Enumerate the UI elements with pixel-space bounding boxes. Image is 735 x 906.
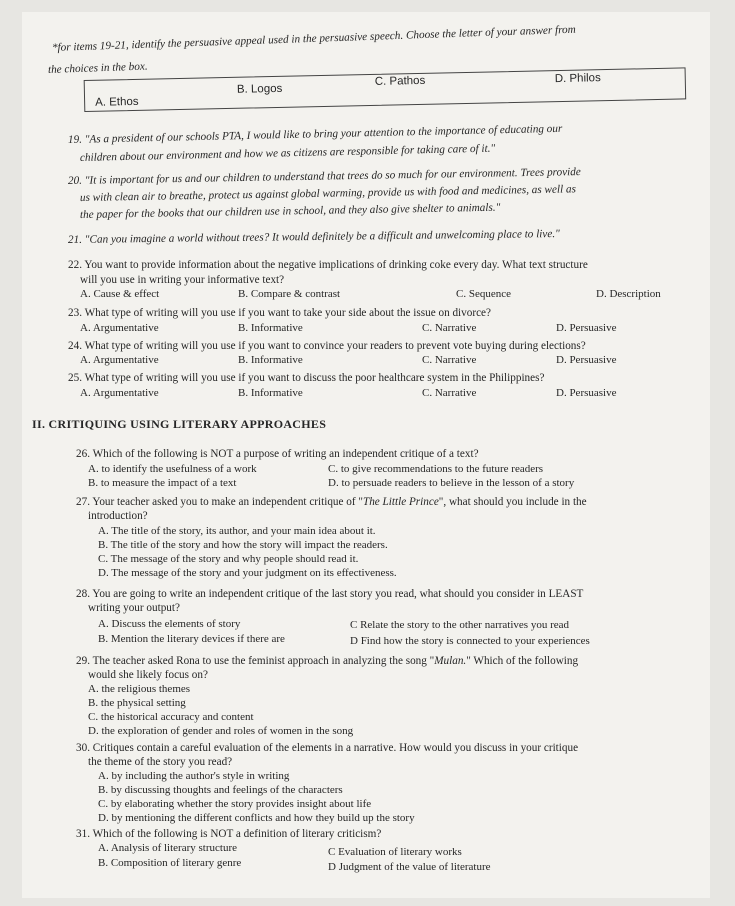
- q20-line-2: us with clean air to breathe, protect us against global warming, provide us with food and medicines, as well as: [79, 183, 576, 204]
- q23-option-c: C. Narrative: [422, 322, 477, 334]
- instructions-line-2: the choices in the box.: [47, 60, 148, 76]
- choice-philos: D. Philos: [554, 72, 601, 86]
- q23-option-a: A. Argumentative: [80, 322, 159, 334]
- q20-line-3: the paper for the books that our children use in school, and they also give shelter to animals.": [79, 201, 501, 221]
- q30-line-2: the theme of the story you read?: [88, 756, 233, 768]
- q22-line-2: will you use in writing your informative text?: [80, 274, 285, 286]
- q28-option-b: B. Mention the literary devices if there are: [98, 633, 285, 645]
- q23-option-b: B. Informative: [238, 322, 303, 334]
- q26-option-d: D. to persuade readers to believe in the lesson of a story: [328, 477, 575, 489]
- worksheet-page: [22, 12, 710, 898]
- choice-logos: B. Logos: [236, 82, 283, 96]
- q27-line-1-post: ", what should you include in the: [438, 496, 587, 508]
- q19-line-1: 19. "As a president of our schools PTA, I would like to bring your attention to the importance of educating our: [67, 122, 563, 146]
- q23-line-1: 23. What type of writing will you use if you want to take your side about the issue on divorce?: [68, 307, 491, 319]
- choices-box: [84, 67, 687, 112]
- q27-line-2: introduction?: [88, 510, 148, 522]
- q28-option-c: C Relate the story to the other narratives you read: [350, 619, 570, 631]
- q27-option-d: D. The message of the story and your judgment on its effectiveness.: [98, 567, 397, 579]
- q26-option-c: C. to give recommendations to the future readers: [328, 463, 544, 475]
- q29-line-1: [76, 655, 578, 668]
- q25-option-b: B. Informative: [238, 387, 303, 399]
- q28-option-a: A. Discuss the elements of story: [98, 618, 241, 630]
- q24-option-d: D. Persuasive: [556, 354, 617, 366]
- q30-option-c: C. by elaborating whether the story provides insight about life: [98, 798, 372, 810]
- q19-line-2: children about our environment and how we as citizens are responsible for taking care of it.": [79, 142, 496, 164]
- q31-option-c: C Evaluation of literary works: [328, 846, 462, 858]
- q30-line-1: 30. Critiques contain a careful evaluation of the elements in a narrative. How would you discuss in your critique: [76, 742, 579, 754]
- q27-line-1-pre: 27. Your teacher asked you to make an independent critique of ": [76, 496, 363, 508]
- q27-option-b: B. The title of the story and how the story will impact the readers.: [98, 539, 388, 551]
- q24-option-c: C. Narrative: [422, 354, 477, 366]
- q29-line-1-pre: 29. The teacher asked Rona to use the feminist approach in analyzing the song ": [76, 655, 435, 667]
- q20-line-1: 20. "It is important for us and our children to understand that trees do so much for our environment. Trees provide: [67, 166, 581, 187]
- q24-option-a: A. Argumentative: [80, 354, 159, 366]
- q21-line-1: 21. "Can you imagine a world without trees? It would definitely be a difficult and unwelcoming place to live.": [67, 227, 560, 246]
- q22-option-b: B. Compare & contrast: [238, 288, 341, 300]
- q29-option-c: C. the historical accuracy and content: [88, 711, 254, 723]
- q31-line-1: 31. Which of the following is NOT a definition of literary criticism?: [76, 828, 382, 840]
- q29-option-d: D. the exploration of gender and roles of women in the song: [88, 725, 354, 737]
- q29-option-b: B. the physical setting: [88, 697, 186, 709]
- q28-option-d: D Find how the story is connected to your experiences: [350, 635, 590, 647]
- q31-option-d: D Judgment of the value of literature: [328, 861, 491, 873]
- q25-option-d: D. Persuasive: [556, 387, 617, 399]
- q22-option-a: A. Cause & effect: [80, 288, 160, 300]
- q24-option-b: B. Informative: [238, 354, 303, 366]
- q22-option-d: D. Description: [596, 288, 661, 300]
- q26-option-b: B. to measure the impact of a text: [88, 477, 237, 489]
- instructions-line-1: *for items 19-21, identify the persuasive appeal used in the persuasive speech. Choose the letter of your answer from: [51, 23, 576, 54]
- q25-option-a: A. Argumentative: [80, 387, 159, 399]
- q22-option-c: C. Sequence: [456, 288, 511, 300]
- q25-option-c: C. Narrative: [422, 387, 477, 399]
- choice-ethos: A. Ethos: [95, 95, 139, 109]
- q28-line-1: 28. You are going to write an independent critique of the last story you read, what should you consider in LEAST: [76, 588, 584, 600]
- q29-song-title: Mulan.: [434, 655, 467, 667]
- q27-option-c: C. The message of the story and why people should read it.: [98, 553, 359, 565]
- q27-story-title: The Little Prince: [362, 496, 439, 508]
- q31-option-a: A. Analysis of literary structure: [98, 842, 237, 854]
- q29-line-1-post: " Which of the following: [466, 655, 579, 667]
- q31-option-b: B. Composition of literary genre: [98, 857, 242, 869]
- q26-option-a: A. to identify the usefulness of a work: [88, 463, 257, 475]
- q29-line-2: would she likely focus on?: [88, 669, 208, 681]
- q26-line-1: 26. Which of the following is NOT a purpose of writing an independent critique of a text?: [76, 448, 479, 460]
- q27-line-1: [76, 496, 587, 509]
- q30-option-b: B. by discussing thoughts and feelings of the characters: [98, 784, 343, 796]
- q28-line-2: writing your output?: [88, 602, 180, 614]
- q25-line-1: 25. What type of writing will you use if you want to discuss the poor healthcare system in the Philippines?: [68, 372, 545, 384]
- q23-option-d: D. Persuasive: [556, 322, 617, 334]
- q30-option-d: D. by mentioning the different conflicts and how they build up the story: [98, 812, 415, 824]
- q27-option-a: A. The title of the story, its author, and your main idea about it.: [98, 525, 376, 537]
- q30-option-a: A. by including the author's style in writing: [98, 770, 290, 782]
- q24-line-1: 24. What type of writing will you use if you want to convince your readers to prevent vote buying during elections?: [68, 340, 586, 352]
- q29-option-a: A. the religious themes: [88, 683, 191, 695]
- choice-pathos: C. Pathos: [374, 74, 426, 88]
- section-2-heading: II. CRITIQUING USING LITERARY APPROACHES: [32, 417, 327, 431]
- q22-line-1: 22. You want to provide information about the negative implications of drinking coke every day. What text structure: [68, 259, 588, 271]
